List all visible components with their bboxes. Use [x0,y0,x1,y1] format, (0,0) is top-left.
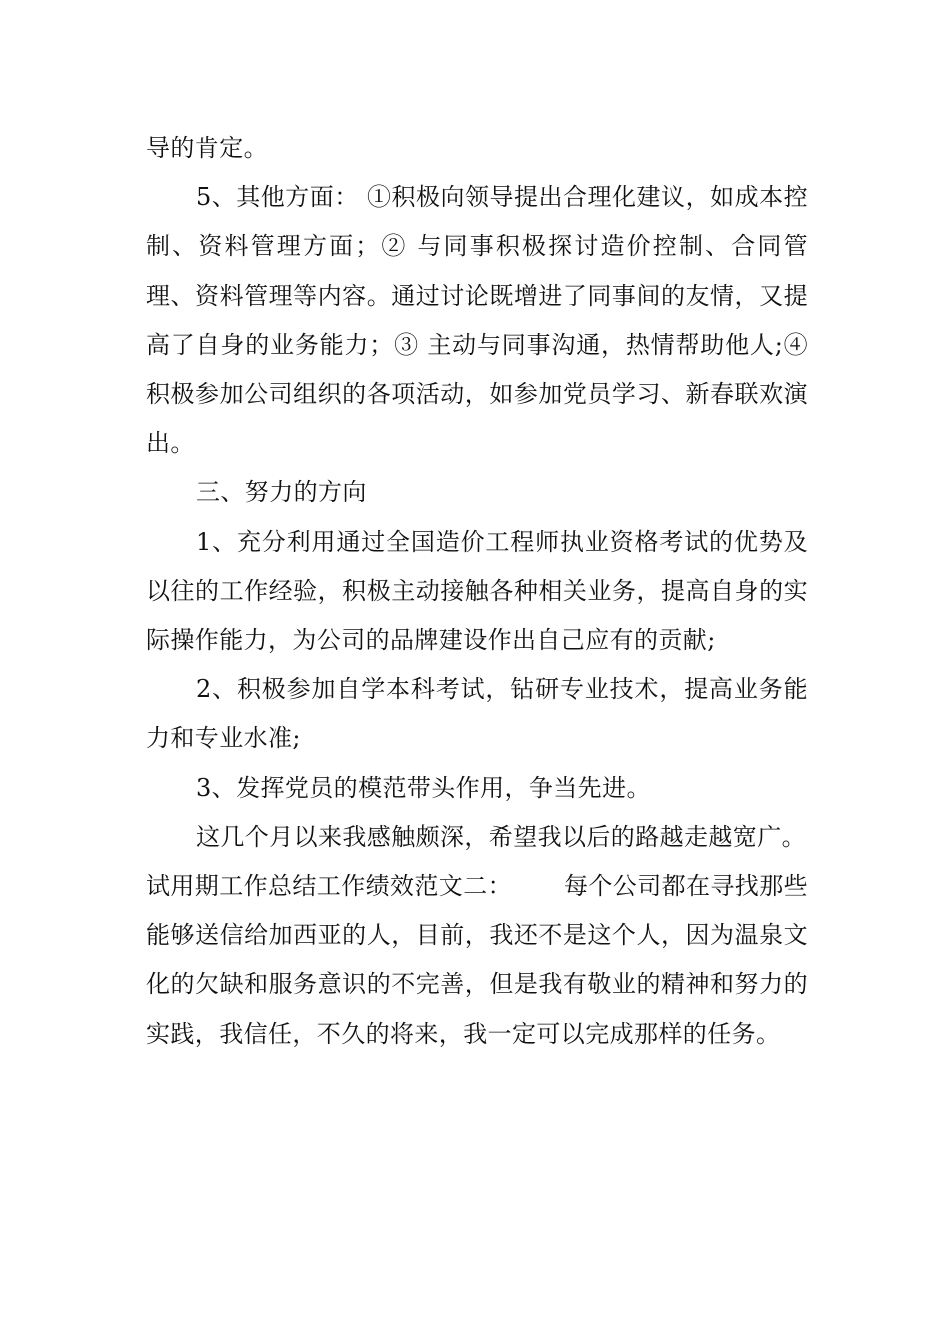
paragraph-reflection: 这几个月以来我感触颇深，希望我以后的路越走越宽广。 [196,822,806,851]
section-two-heading: 试用期工作总结工作绩效范文二： [146,872,512,901]
paragraph-item-3: 3、发挥党员的模范带头作用，争当先进。 [196,773,651,802]
paragraph-item-2: 2、积极参加自学本科考试，钻研专业技术，提高业务能力和专业水准; [146,675,808,753]
section-two-body: 每个公司都在寻找那些能够送信给加西亚的人，目前，我还不是这个人，因为温泉文化的欠缺和服务意识的不完善，但是我有敬业的精神和努力的实践，我信任，不久的将来，我一定可以完成那样的任务。 [146,872,808,1048]
paragraph-conclusion-fragment: 导的肯定。 [146,134,268,162]
paragraph-other-aspects: 5、其他方面： ①积极向领导提出合理化建议，如成本控制、资料管理方面；② 与同事积极探讨造价控制、合同管理、资料管理等内容。通过讨论既增进了同事间的友情，又提高了自身的业务能力；③ 主动与同事沟通，热情帮助他人;④ 积极参加公司组织的各项活动，如参加党员学习、新春联欢演出。 [146,183,808,458]
document-body [146,124,808,1059]
section-heading-direction: 三、努力的方向 [196,478,367,507]
paragraph-item-1: 1、充分利用通过全国造价工程师执业资格考试的优势及以往的工作经验，积极主动接触各种相关业务，提高自身的实际操作能力，为公司的品牌建设作出自己应有的贡献; [146,527,808,655]
paragraph-section-two [146,862,808,1059]
